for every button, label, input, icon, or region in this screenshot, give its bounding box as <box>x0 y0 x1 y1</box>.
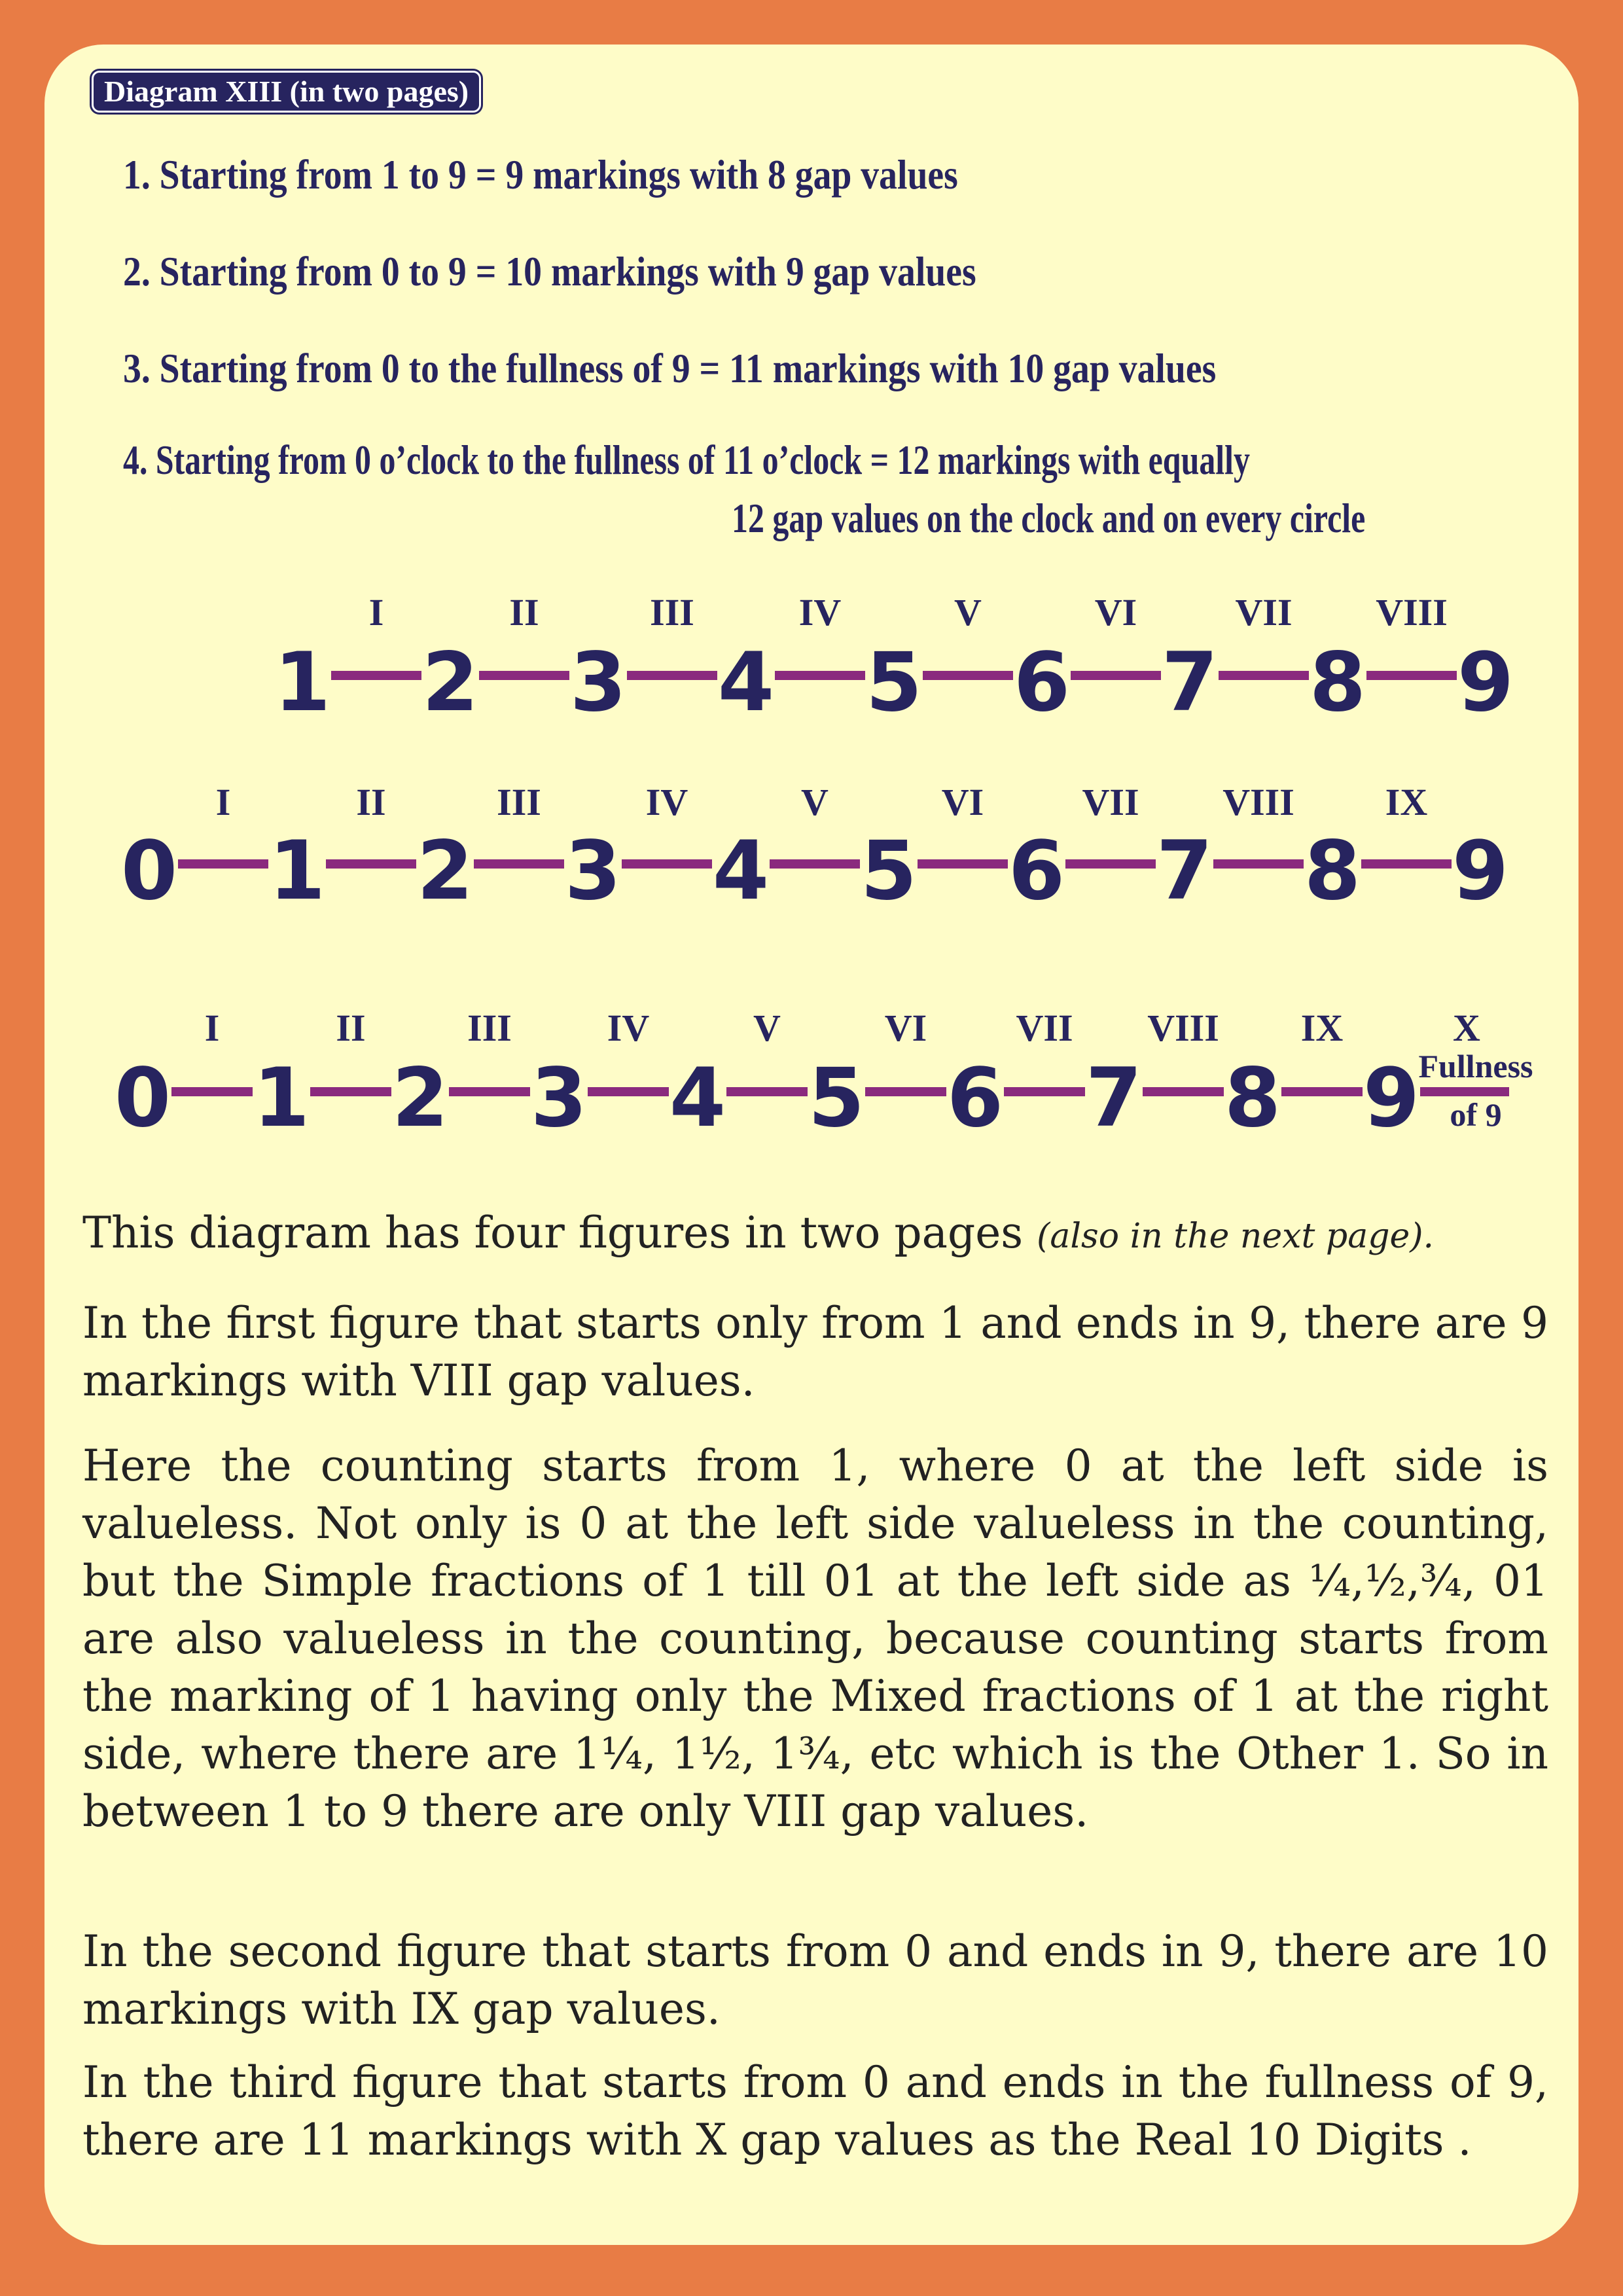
marking-number: 4 <box>712 824 770 918</box>
gap-value-label: X <box>1453 1007 1480 1049</box>
marking-number: 6 <box>1013 636 1071 730</box>
intro-text: This diagram has four figures in two pages <box>82 1208 1037 1258</box>
gap-value-label: III <box>467 1007 512 1049</box>
intro-note: (also in the next page). <box>1037 1217 1435 1256</box>
marking-number: 4 <box>717 636 775 730</box>
gap-value-label: II <box>509 591 539 634</box>
fullness-label-of-9: of 9 <box>1450 1096 1502 1133</box>
marking-number: 0 <box>120 824 178 918</box>
figure-1 <box>274 591 1514 730</box>
gap-value-label: V <box>954 591 982 634</box>
marking-number: 5 <box>808 1051 865 1145</box>
third-figure-paragraph: In the third figure that starts from 0 and ends in the fullness of 9, there are 11 markings with X gap values as the Real 10 Digits . <box>82 2057 1548 2165</box>
gap-value-label: II <box>356 781 386 823</box>
marking-number: 8 <box>1224 1051 1281 1145</box>
marking-number: 1 <box>268 824 326 918</box>
marking-number: 9 <box>1363 1051 1420 1145</box>
intro-paragraph <box>82 1204 1548 1265</box>
marking-number: 3 <box>564 824 622 918</box>
gap-value-label: IX <box>1300 1007 1344 1049</box>
marking-number: 3 <box>569 636 627 730</box>
gap-value-label: II <box>336 1007 366 1049</box>
marking-number: 9 <box>1452 824 1509 918</box>
marking-number: 7 <box>1161 636 1219 730</box>
rule-1: 1. Starting from 1 to 9 = 9 markings with 8 gap values <box>123 151 958 198</box>
second-figure-paragraph: In the second figure that starts from 0 and ends in 9, there are 10 markings with IX gap values. <box>82 1926 1548 2034</box>
gap-value-label: VII <box>1082 781 1139 823</box>
marking-number: 2 <box>421 636 479 730</box>
diagram-tag: Diagram XIII (in two pages) <box>92 71 481 113</box>
gap-value-label: VII <box>1016 1007 1073 1049</box>
gap-value-label: IV <box>607 1007 650 1049</box>
marking-number: 5 <box>860 824 918 918</box>
rule-4: 4. Starting from 0 o’clock to the fullness of 11 o’clock = 12 markings with equally <box>123 437 1250 483</box>
marking-number: 7 <box>1156 824 1213 918</box>
gap-value-label: V <box>753 1007 781 1049</box>
marking-number: 2 <box>416 824 474 918</box>
marking-number: 4 <box>669 1051 726 1145</box>
gap-value-label: I <box>204 1007 220 1049</box>
gap-value-label: VIII <box>1222 781 1294 823</box>
rule-3: 3. Starting from 0 to the fullness of 9 = 11 markings with 10 gap values <box>123 345 1217 391</box>
counting-paragraph: Here the counting starts from 1, where 0 at the left side is valueless. Not only is 0 at the left side valueless in the counting, but the Simple fractions of 1 till 01 at the left side as ¼,½,¾, 01 are also valueless in the counting, because counting starts from the marking of 1 having only the Mixed fractions of 1 at the right side, where there are 1¼, 1½, 1¾, etc which is the Other 1. So in between 1 to 9 there are only VIII gap values. <box>82 1441 1548 1837</box>
gap-value-label: IV <box>798 591 842 634</box>
marking-number: 8 <box>1304 824 1361 918</box>
gap-value-label: IV <box>645 781 688 823</box>
marking-number: 7 <box>1085 1051 1143 1145</box>
marking-number: 6 <box>946 1051 1004 1145</box>
marking-number: 9 <box>1457 636 1514 730</box>
fullness-label: Fullness <box>1418 1048 1533 1085</box>
gap-value-label: VI <box>1094 591 1137 634</box>
gap-value-label: VI <box>941 781 984 823</box>
marking-number: 3 <box>530 1051 588 1145</box>
gap-value-label: IX <box>1385 781 1428 823</box>
marking-number: 6 <box>1008 824 1065 918</box>
gap-value-label: III <box>650 591 694 634</box>
gap-value-label: VI <box>884 1007 927 1049</box>
gap-value-label: VII <box>1235 591 1293 634</box>
marking-number: 5 <box>865 636 923 730</box>
marking-number: 2 <box>391 1051 449 1145</box>
gap-value-label: V <box>801 781 829 823</box>
rule-4-continuation: 12 gap values on the clock and on every circle <box>732 495 1366 541</box>
gap-value-label: I <box>215 781 231 823</box>
gap-value-label: VIII <box>1147 1007 1219 1049</box>
marking-number: 8 <box>1309 636 1366 730</box>
marking-number: 1 <box>274 636 331 730</box>
figure-3 <box>115 1007 1533 1145</box>
marking-number: 1 <box>253 1051 310 1145</box>
figure-2 <box>121 781 1508 918</box>
gap-value-label: VIII <box>1376 591 1448 634</box>
marking-number: 0 <box>114 1051 171 1145</box>
first-figure-paragraph: In the first figure that starts only from 1 and ends in 9, there are 9 markings with VIII gap values. <box>82 1298 1548 1406</box>
rule-2: 2. Starting from 0 to 9 = 10 markings with 9 gap values <box>123 248 976 295</box>
gap-value-label: I <box>368 591 384 634</box>
gap-value-label: III <box>497 781 541 823</box>
